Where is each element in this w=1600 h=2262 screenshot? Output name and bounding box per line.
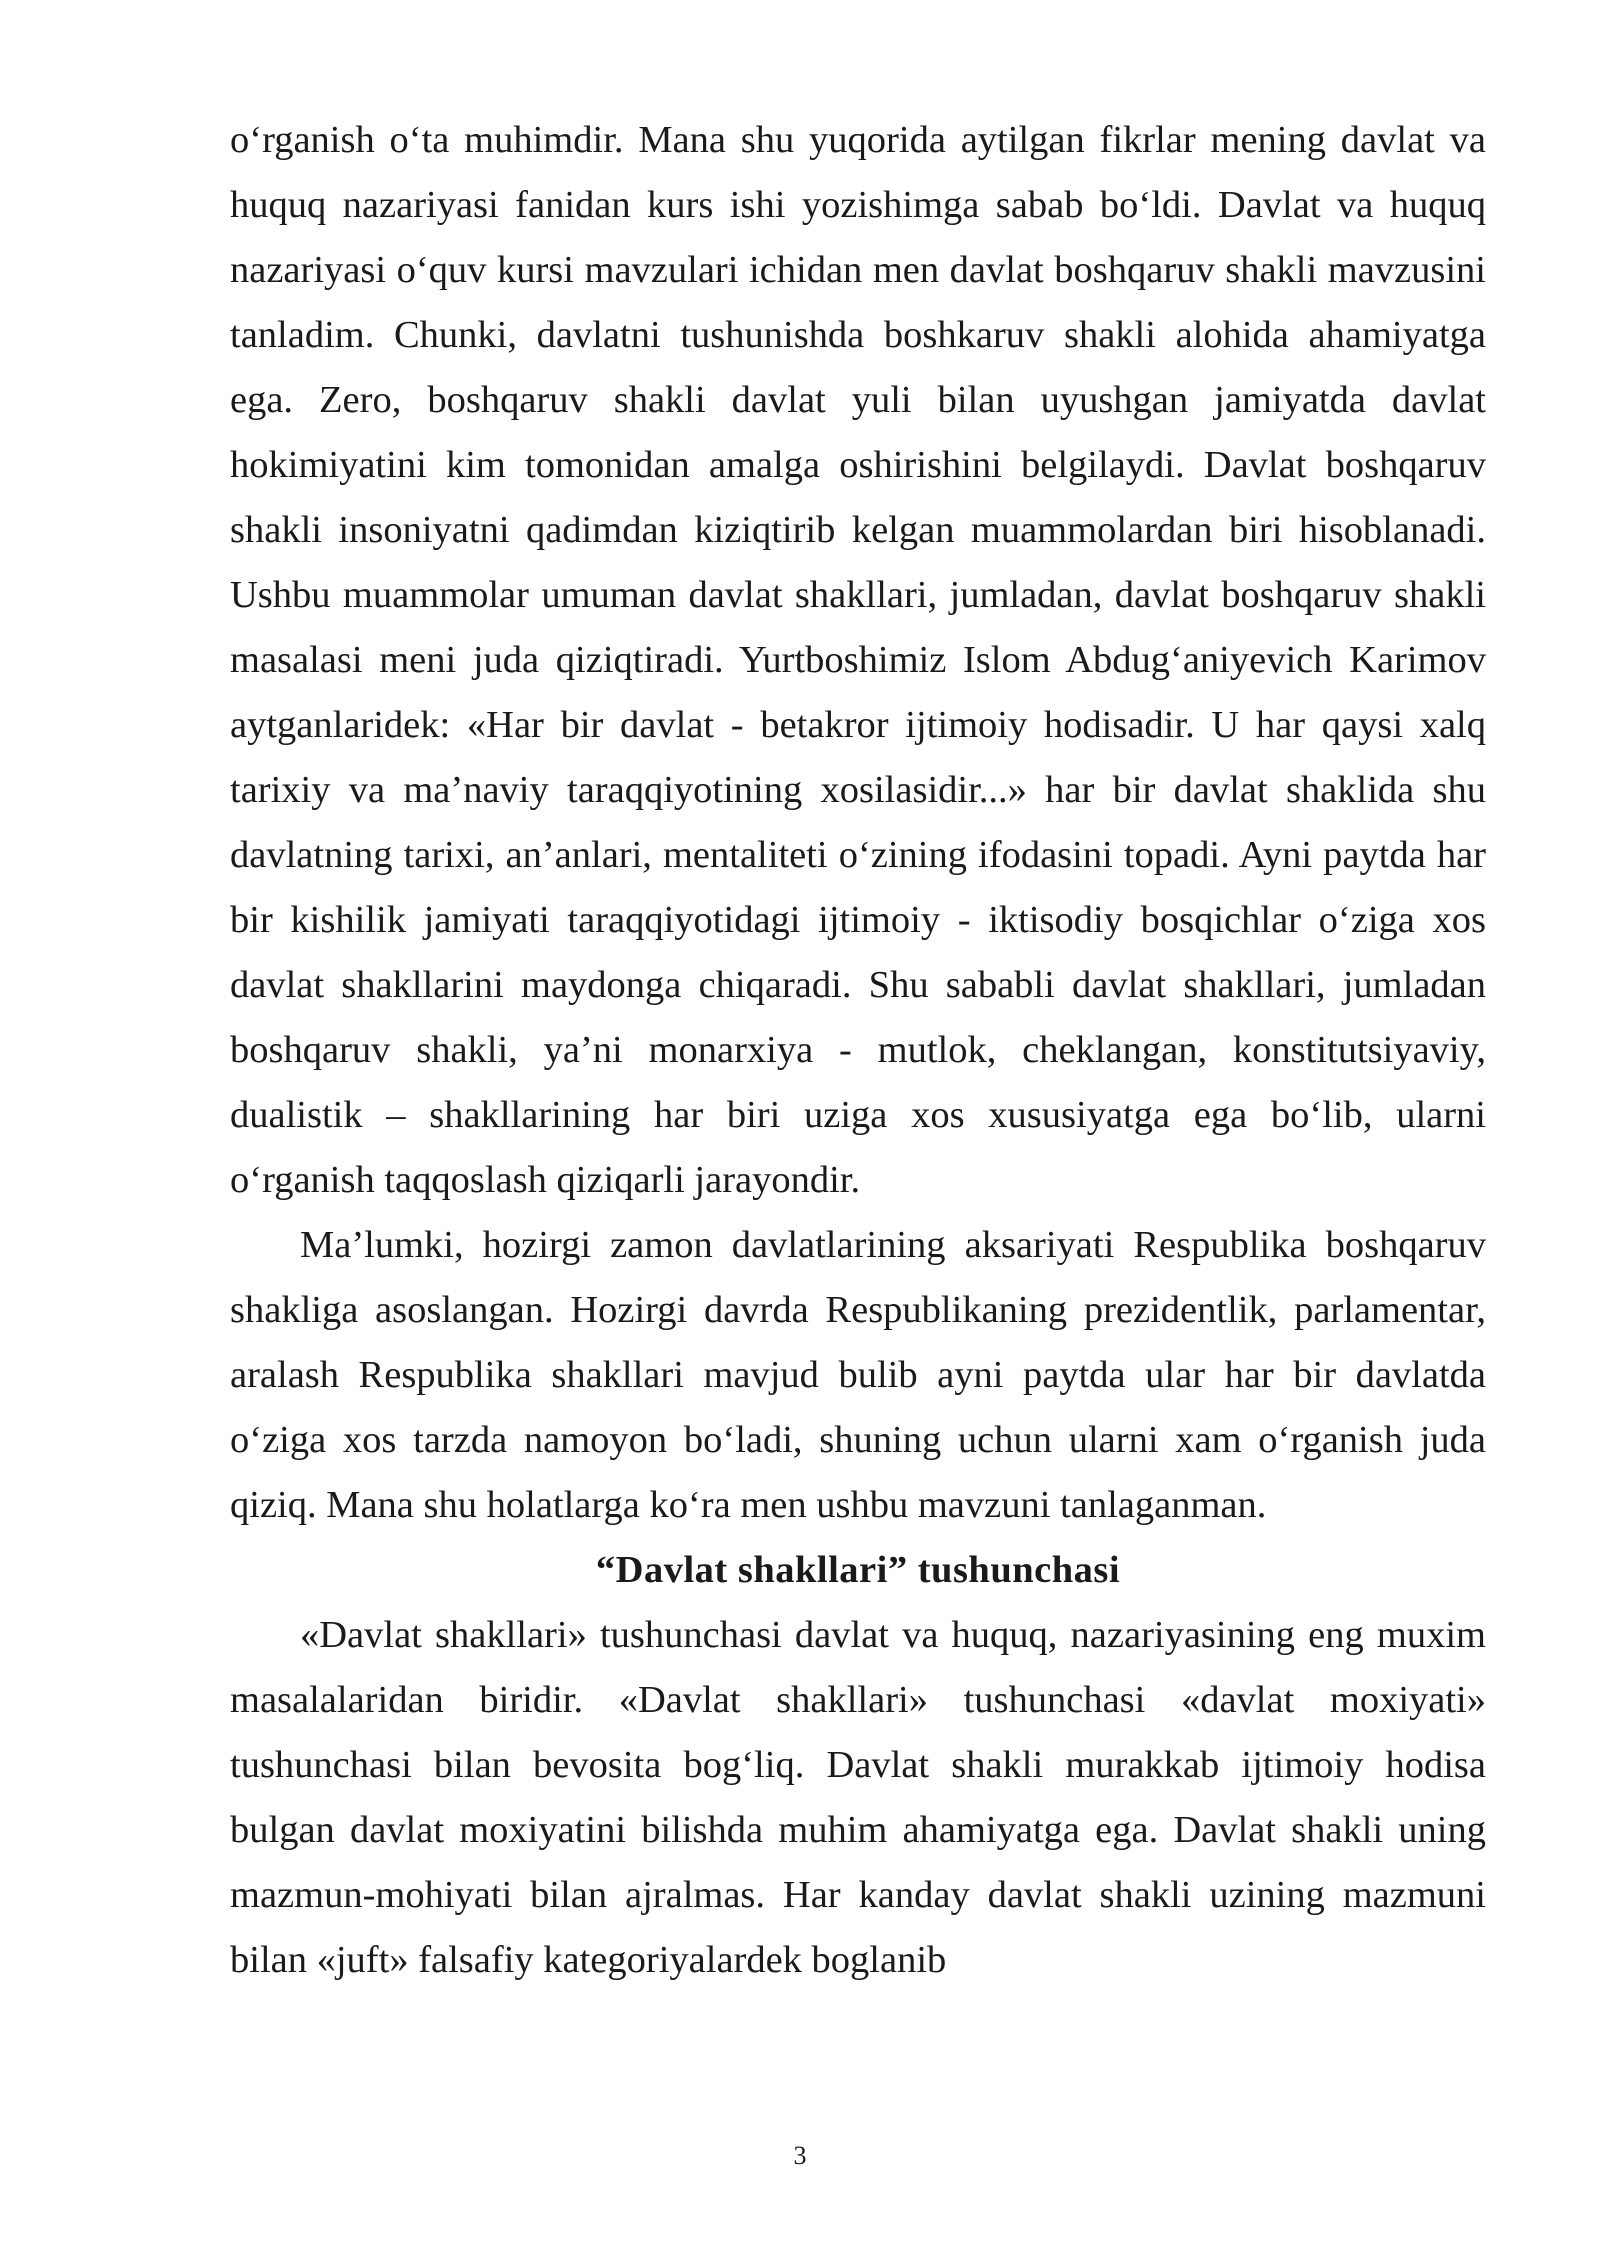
section-heading: “Davlat shakllari” tushunchasi xyxy=(595,1549,1121,1591)
body-paragraph: o‘rganish o‘ta muhimdir. Mana shu yuqorida aytilgan fikrlar mening davlat va huquq nazariyasi fanidan kurs ishi yozishimga sabab bo‘ldi. Davlat va huquq nazariyasi o‘quv kursi mavzulari ichidan men davlat boshqaruv shakli mavzusini tanladim. Chunki, davlatni tushunishda boshkaruv shakli alohida ahamiyatga ega. Zero, boshqaruv shakli davlat yuli bilan uyushgan jamiyatda davlat hokimiyatini kim tomonidan amalga oshirishini belgilaydi. Davlat boshqaruv shakli insoniyatni qadimdan kiziqtirib kelgan muammolardan biri hisoblanadi. Ushbu muammolar umuman davlat shakllari, jumladan, davlat boshqaruv shakli masalasi meni juda qiziqtiradi. Yurtboshimiz Islom Abdug‘aniyevich Karimov aytganlaridek: «Har bir davlat - betakror ijtimoiy hodisadir. U har qaysi xalq tarixiy va ma’naviy taraqqiyotining xosilasidir...» har bir davlat shaklida shu davlatning tarixi, an’anlari, mentaliteti o‘zining ifodasini topadi. Ayni paytda har bir kishilik jamiyati taraqqiyotidagi ijtimoiy - iktisodiy bosqichlar o‘ziga xos davlat shakllarini maydonga chiqaradi. Shu sababli davlat shakllari, jumladan boshqaruv shakli, ya’ni monarxiya - mutlok, cheklangan, konstitutsiyaviy, dualistik – shakllarining har biri uziga xos xususiyatga ega bo‘lib, ularni o‘rganish taqqoslash qiziqarli jarayondir. xyxy=(230,119,1486,1201)
document-page xyxy=(230,108,1486,1993)
body-paragraph: Ma’lumki, hozirgi zamon davlatlarining aksariyati Respublika boshqaruv shakliga asoslangan. Hozirgi davrda Respublikaning prezidentlik, parlamentar, aralash Respublika shakllari mavjud bulib ayni paytda ular har bir davlatda o‘ziga xos tarzda namoyon bo‘ladi, shuning uchun ularni xam o‘rganish juda qiziq. Mana shu holatlarga ko‘ra men ushbu mavzuni tanlaganman. xyxy=(230,1224,1486,1526)
page-number: 3 xyxy=(793,2141,807,2170)
body-paragraph: «Davlat shakllari» tushunchasi davlat va huquq, nazariyasining eng muxim masalalaridan biridir. «Davlat shakllari» tushunchasi «davlat moxiyati» tushunchasi bilan bevosita bog‘liq. Davlat shakli murakkab ijtimoiy hodisa bulgan davlat moxiyatini bilishda muhim ahamiyatga ega. Davlat shakli uning mazmun-mohiyati bilan ajralmas. Har kanday davlat shakli uzining mazmuni bilan «juft» falsafiy kategoriyalardek boglanib xyxy=(230,1614,1486,1981)
